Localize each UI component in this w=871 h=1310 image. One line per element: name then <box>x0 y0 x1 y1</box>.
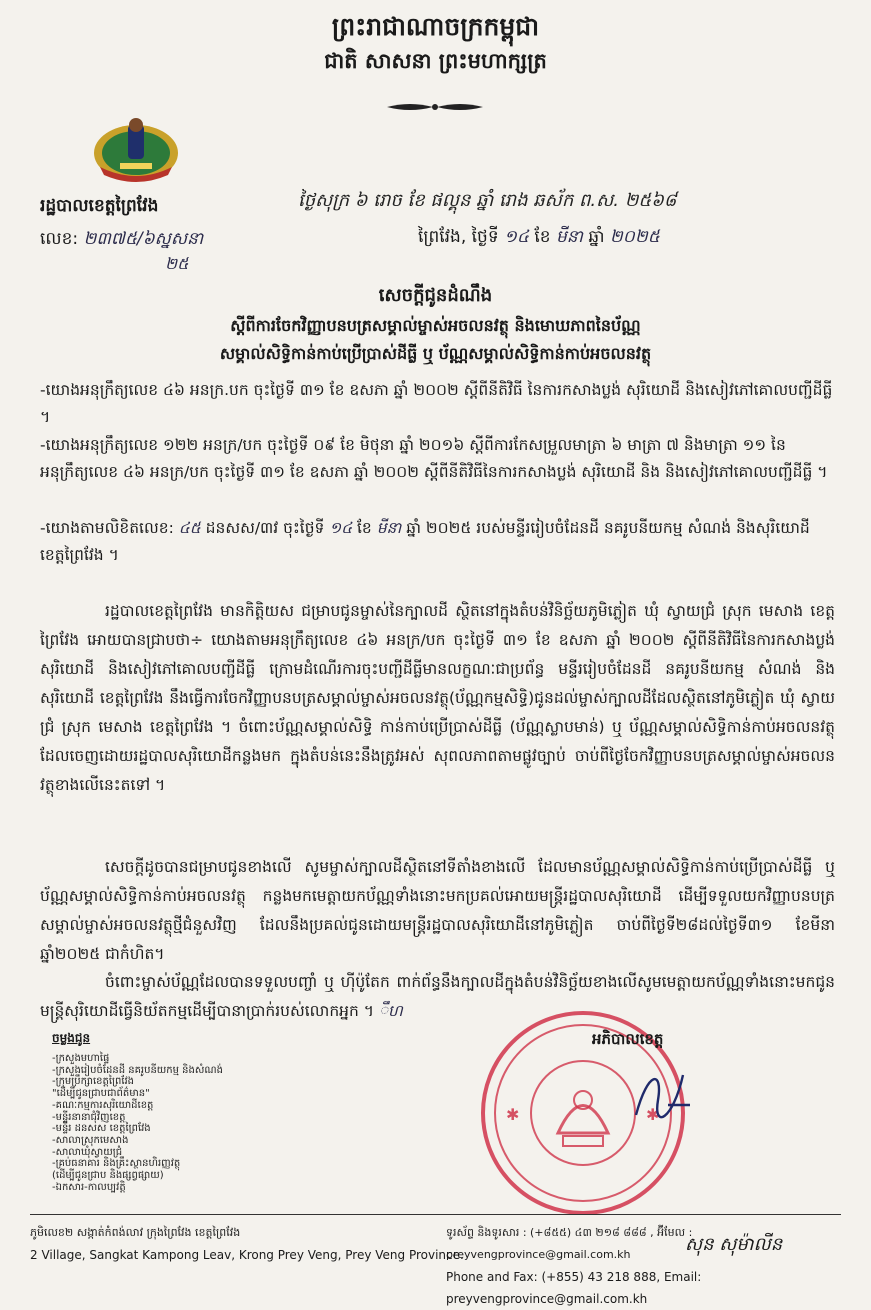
reference-label: លេខ: <box>40 229 79 249</box>
svg-text:✱: ✱ <box>646 1105 660 1124</box>
ref3-month-prefix: ខែ <box>357 519 372 537</box>
copy-to-heading: ចម្លងជូន <box>52 1031 91 1045</box>
date-day: ១៤ <box>504 227 529 247</box>
divider-ornament-icon <box>385 100 485 114</box>
reference-number <box>40 228 203 253</box>
handwritten-signature-icon <box>628 1060 698 1130</box>
ref3-suffix: ឆ្នាំ ២០២៥ របស់មន្ទីររៀបចំដែនដី នគរូបនីយកម្ម សំណង់ និងសុរិយោដី ខេត្តព្រៃវែង ។ <box>40 519 810 564</box>
place-and-date <box>418 226 660 251</box>
notice-title: សេចក្តីជូនដំណឹង <box>378 285 493 306</box>
list-item: -ឯកសារ-កាលប្បវត្តិ <box>52 1181 126 1193</box>
legal-reference-1: -យោងអនុក្រឹត្យលេខ ៤៦ អនក្រ.បក ចុះថ្ងៃទី ៣១ ខែ ឧសភា ឆ្នាំ ២០០២ ស្តីពីនីតិវិធី នៃការកសាងប្លង់ សុរិយោដី និងសៀវភៅគោលបញ្ជីដីធ្លី ។ <box>40 381 833 426</box>
svg-text:✱: ✱ <box>506 1105 520 1124</box>
body-paragraph-3 <box>40 968 835 1026</box>
address-khmer: ភូមិលេខ២ សង្កាត់កំពង់លាវ ក្រុងព្រៃវែង ខេត្តព្រៃវែង <box>30 1226 241 1239</box>
handwritten-mark: ឹហ <box>378 1002 403 1020</box>
signatory-name: សុន សុម៉ាលីន <box>685 1234 783 1255</box>
list-item: -មន្ទីរ ដនសស ខេត្តព្រៃវែង <box>52 1123 151 1135</box>
ref3-month: មីនា <box>376 519 402 537</box>
body-paragraph-2: សេចក្តីដូចបានជម្រាបជូនខាងលើ សូមម្ចាស់ក្បាលដីស្ថិតនៅទីតាំងខាងលើ ដែលមានប័ណ្ណសម្គាល់សិទ្ធិកាន់កាប់ប្រើប្រាស់ដីធ្លី ឬប័ណ្ណសម្គាល់សិទ្ធិកាន់កាប់អចលនវត្ថុ កន្លងមកមេត្តាយកប័ណ្ណទាំងនោះមកប្រគល់អោយមន្ត្រីរដ្ឋបាលសុរិយោដី ដើម្បីទទួលយកវិញ្ញាបនបត្រសម្គាល់ម្ចាស់អចលនវត្ថុថ្មីជំនួសវិញ ដែលនឹងប្រគល់ជូនដោយមន្ត្រីរដ្ឋបាលសុរិយោដីនៅភូមិភ្លៀត ចាប់ពីថ្ងៃទី២៨ដល់ថ្ងៃទី៣១ ខែមីនា ឆ្នាំ២០២៥ ជាកំហិត។ <box>40 858 835 963</box>
reference-year: ២៥ <box>165 254 189 273</box>
subject-line-1: ស្តីពីការចែកវិញ្ញាបនបត្រសម្គាល់ម្ចាស់អចលនវត្ថុ និងមោឃភាពនៃប័ណ្ណ <box>230 316 641 335</box>
contact-english: Phone and Fax: (+855) 43 218 888, Email: preyvengprovince@gmail.com.kh <box>446 1270 702 1306</box>
date-month: មីនា <box>555 227 583 247</box>
ref3-prefix: -យោងតាមលិខិតលេខ: <box>40 519 174 537</box>
ref3-number: ៤៥ <box>178 519 201 537</box>
date-prefix: ព្រៃវែង, ថ្ងៃទី <box>418 227 499 247</box>
list-item: -ក្រុមប្រឹក្សាខេត្តព្រៃវែង <box>52 1076 135 1088</box>
subject-line-2: សម្គាល់សិទ្ធិកាន់កាប់ប្រើប្រាស់ដីធ្លី ឬ ប័ណ្ណសម្គាល់សិទ្ធិកាន់កាប់អចលនវត្ថុ <box>219 344 652 363</box>
list-item: -គ្រប់ធនាគារ និងគ្រឹះស្ថានហិរញ្ញវត្ថុ <box>52 1158 181 1170</box>
ref3-mid: ដនសស/៣វ ចុះថ្ងៃទី <box>205 519 325 537</box>
address-english: 2 Village, Sangkat Kampong Leav, Krong Prey Veng, Prey Veng Province. <box>30 1248 464 1262</box>
copy-to-list <box>52 1053 223 1193</box>
kingdom-heading: ព្រះរាជាណាចក្រកម្ពុជា <box>331 12 540 41</box>
issuing-authority: រដ្ឋបាលខេត្តព្រៃវែង <box>40 196 159 216</box>
list-item: -ក្រសួងរៀបចំដែនដី នគរូបនីយកម្ម និងសំណង់ <box>52 1064 223 1076</box>
footer-contact <box>446 1222 871 1310</box>
date-year: ២០២៥ <box>609 227 660 247</box>
national-motto: ជាតិ សាសនា ព្រះមហាក្សត្រ <box>324 48 547 73</box>
legal-reference-3 <box>40 515 835 569</box>
signatory-title: អភិបាលខេត្ត <box>592 1030 664 1048</box>
lunar-date: ថ្ងៃសុក្រ ៦ រោច ខែ ផល្គុន ឆ្នាំ រោង ឆស័ក ព.ស. ២៥៦៨ <box>298 190 677 211</box>
legal-reference-2: -យោងអនុក្រឹត្យលេខ ១២២ អនក្រ/បក ចុះថ្ងៃទី ០៩ ខែ មិថុនា ឆ្នាំ ២០១៦ ស្តីពីការកែសម្រួលមាត្រា ៦ មាត្រា ៧ និងមាត្រា ១១ នៃអនុក្រឹត្យលេខ ៤៦ អនក្រ/បក ចុះថ្ងៃទី ៣១ ខែ ឧសភា ឆ្នាំ ២០០២ ស្តីពីនីតិវិធីនៃការកសាងប្លង់ សុរិយោដី និង និងសៀវភៅគោលបញ្ជីដីធ្លី ។ <box>40 436 828 481</box>
list-item: "ដើម្បីជូនជ្រាបជាព័ត៌មាន" <box>52 1088 150 1100</box>
list-item: -មន្ទីរនានាជុំវិញខេត្ត <box>52 1111 126 1123</box>
contact-khmer: ទូរស័ព្ទ និងទូរសារ : (+៨៥៥) ៤៣ ២១៨ ៨៨៨ , អ៊ីមែល : preyvengprovince@gmail.com.kh <box>446 1226 693 1261</box>
list-item: (ដើម្បីជូនជ្រាប និងផ្សព្វផ្សាយ) <box>52 1170 164 1182</box>
list-item: -សាលាឃុំស្វាយជ្រំ <box>52 1146 123 1158</box>
footer-divider <box>30 1214 841 1215</box>
body-paragraph-1: រដ្ឋបាលខេត្តព្រៃវែង មានកិត្តិយស ជម្រាបជូនម្ចាស់នៃក្បាលដី ស្ថិតនៅក្នុងតំបន់វិនិច្ឆ័យភូមិភ្លៀត ឃុំ ស្វាយជ្រំ ស្រុក មេសាង ខេត្តព្រៃវែង អោយបានជ្រាបថា÷ យោងតាមអនុក្រឹត្យលេខ ៤៦ អនក្រ/បក ចុះថ្ងៃទី ៣១ ខែ ឧសភា ឆ្នាំ ២០០២ ស្តីពីនីតិវិធីនៃការកសាងប្លង់សុរិយោដី និងសៀវភៅគោលបញ្ជីដីធ្លី ក្រោមដំណើរការចុះបញ្ជីដីធ្លីមានលក្ខណៈជាប្រព័ន្ធ មន្ទីររៀបចំដែនដី នគរូបនីយកម្ម សំណង់ និងសុរិយោដី ខេត្តព្រៃវែង នឹងធ្វើការចែកវិញ្ញាបនបត្រសម្គាល់ម្ចាស់អចលនវត្ថុ(ប័ណ្ណកម្មសិទ្ធិ)ជូនដល់ម្ចាស់ក្បាលដីដែលស្ថិតនៅភូមិភ្លៀត ឃុំ ស្វាយជ្រំ ស្រុក មេសាង ខេត្តព្រៃវែង ។ ចំពោះប័ណ្ណសម្គាល់សិទ្ធិ កាន់កាប់ប្រើប្រាស់ដីធ្លី (ប័ណ្ណស្លាបមាន់) ឬ ប័ណ្ណសម្គាល់សិទ្ធិកាន់កាប់អចលនវត្ថុ ដែលចេញដោយរដ្ឋបាលសុរិយោដីកន្លងមក ក្នុងតំបន់នេះនឹងត្រូវអស់ សុពលភាពតាមផ្លូវច្បាប់ ចាប់ពីថ្ងៃចែកវិញ្ញាបនបត្រសម្គាល់ម្ចាស់អចលនវត្ថុខាងលើនេះតទៅ ។ <box>40 602 835 794</box>
ref3-day: ១៤ <box>329 519 353 537</box>
provincial-emblem-icon <box>90 115 182 185</box>
footer-address <box>30 1222 464 1266</box>
month-prefix: ខែ <box>534 227 551 247</box>
year-prefix: ឆ្នាំ <box>588 227 605 247</box>
list-item: -សាលាស្រុកមេសាង <box>52 1134 129 1146</box>
reference-value: ២៣៧៥/៦ស្នសនា <box>83 229 204 249</box>
list-item: -ក្រសួងមហាផ្ទៃ <box>52 1053 110 1064</box>
body-paragraph-3-text: ចំពោះម្ចាស់ប័ណ្ណដែលបានទទួលបញ្ចាំ ឬ ហ៊ីប៉ូតែក ពាក់ព័ន្ធនឹងក្បាលដីក្នុងតំបន់វិនិច្ឆ័យខាងលើសូមមេត្តាយកប័ណ្ណទាំងនោះមកជូនមន្ត្រីសុរិយោដីធ្វើនិយ័តកម្មដើម្បីបានាប្រាក់របស់លោកអ្នក ។ <box>40 973 835 1020</box>
list-item: -គណៈកម្មការសុរិយោដីខេត្ត <box>52 1099 154 1111</box>
